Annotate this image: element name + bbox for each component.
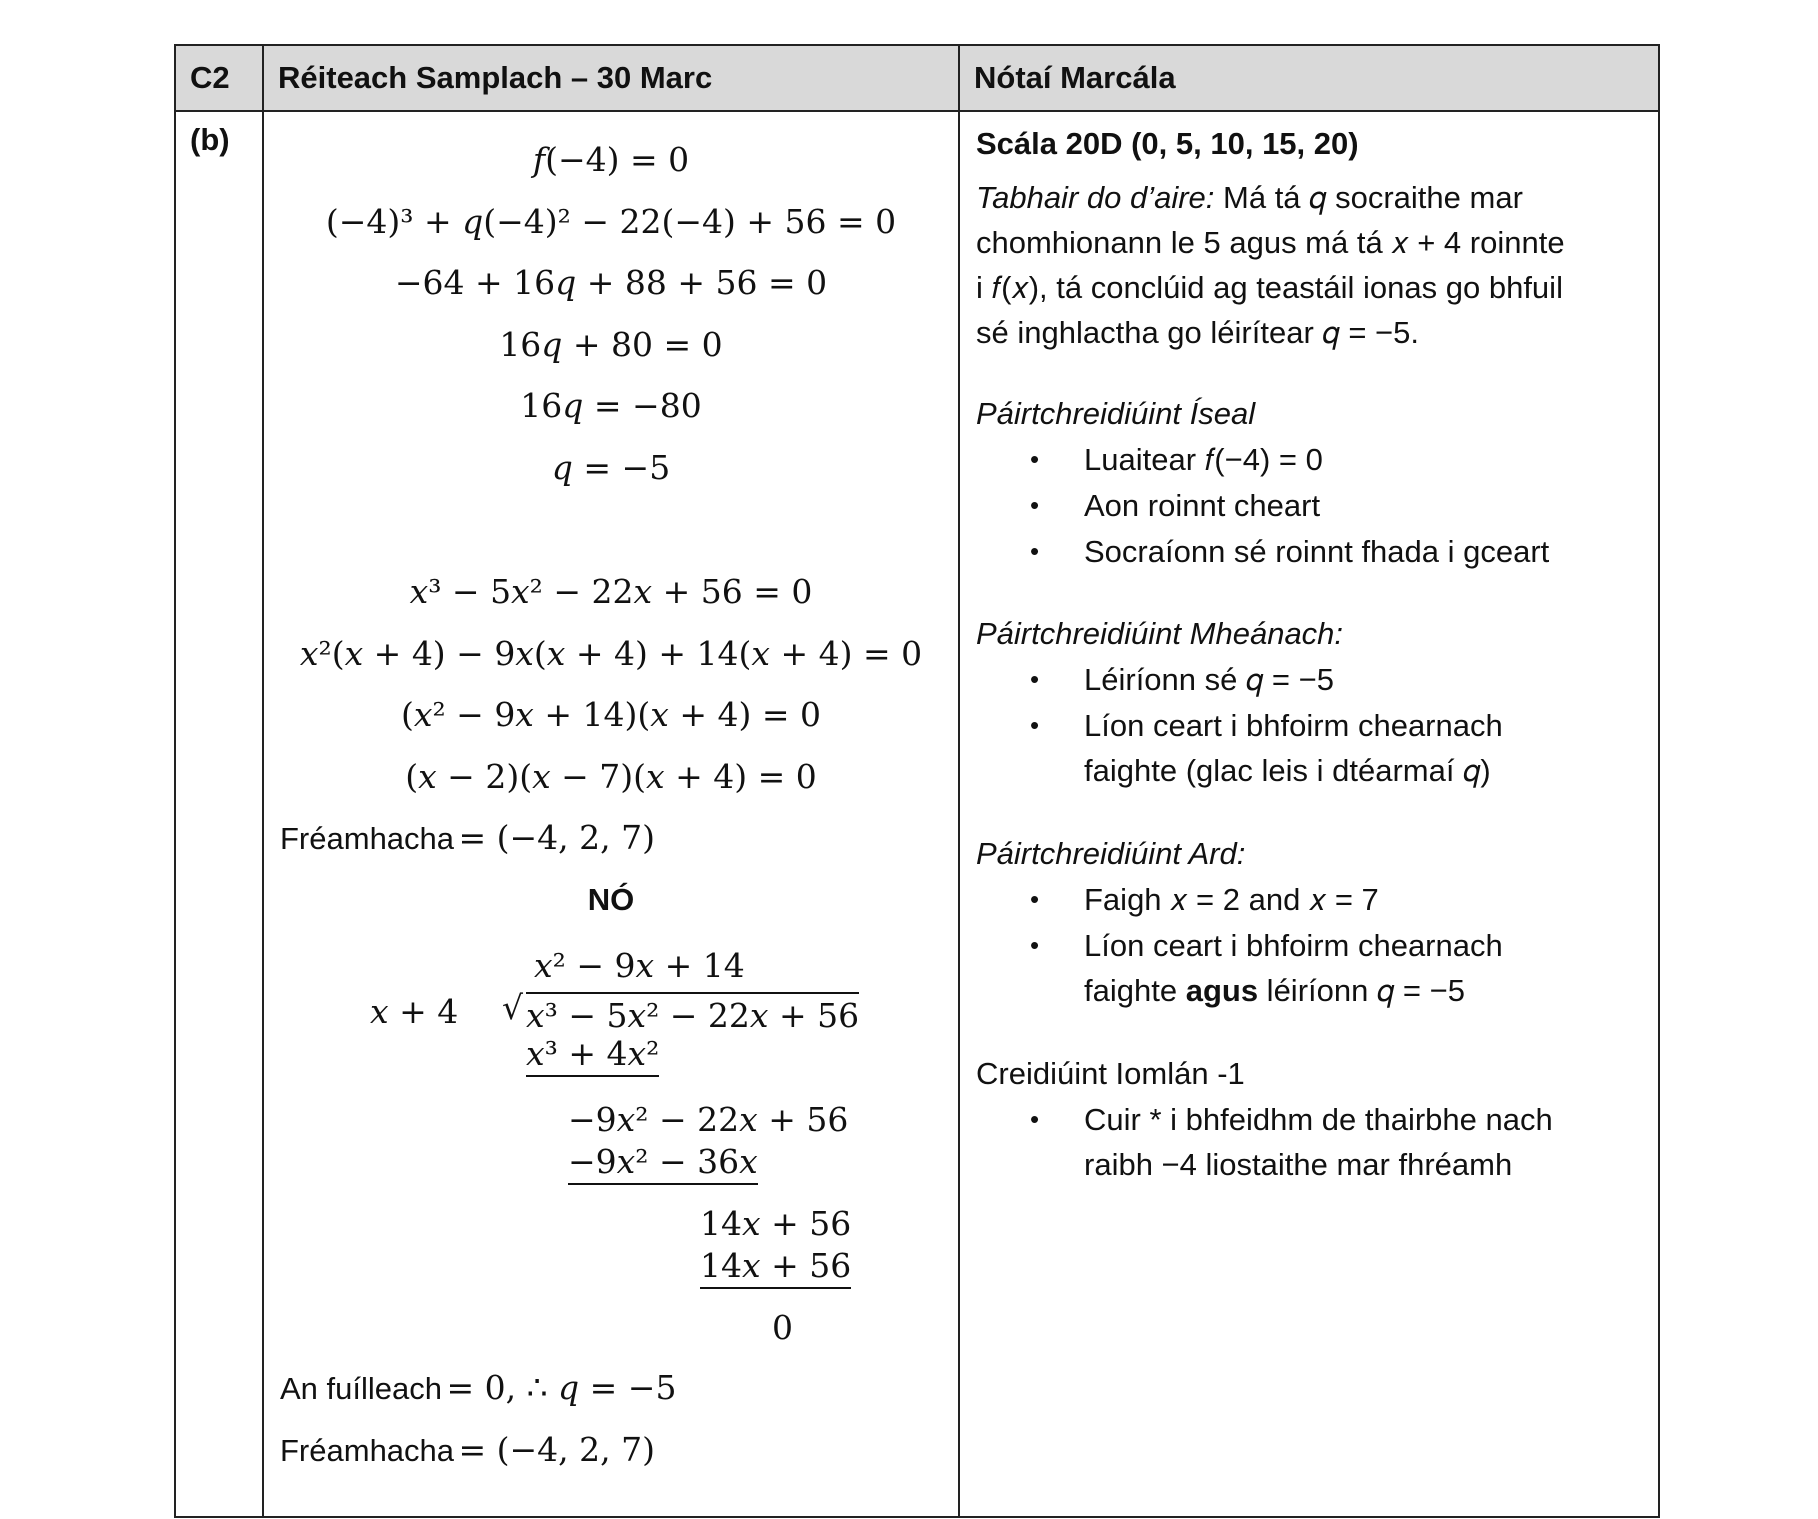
solution-line-5: 16𝑞 = −80 <box>520 386 702 425</box>
part-label: (b) <box>175 111 263 1517</box>
marking-notes-cell <box>959 111 1659 1517</box>
mid-item-2-continued: faighte (glac leis i dtéarmaí 𝑞) <box>1084 753 1491 788</box>
low-item-3: Socraíonn sé roinnt fhada i gceart <box>1084 534 1550 569</box>
roots-line-2 <box>280 1430 655 1469</box>
division-final-remainder: 0 <box>772 1308 793 1347</box>
high-item-2-continued <box>1084 973 1465 1010</box>
solution-line-9: (𝑥² − 9𝑥 + 14)(𝑥 + 4) = 0 <box>400 695 822 734</box>
attention-line-1 <box>976 180 1523 217</box>
high-item-2-pre: faighte <box>1084 973 1186 1008</box>
or-label: NÓ <box>587 882 635 917</box>
solution-line-7: 𝑥³ − 5𝑥² − 22𝑥 + 56 = 0 <box>409 572 813 611</box>
solution-line-2: (−4)³ + 𝑞(−4)² − 22(−4) + 56 = 0 <box>325 202 897 241</box>
mid-credit-title: Páirtchreidiúint Mheánach: <box>976 616 1344 651</box>
scale-title: Scála 20D (0, 5, 10, 15, 20) <box>976 126 1359 161</box>
division-step-3: 14𝑥 + 56 <box>700 1246 851 1289</box>
roots-label: Fréamhacha <box>280 821 455 856</box>
bullet: • <box>1030 884 1040 914</box>
remainder-label: An fuílleach <box>280 1371 442 1406</box>
division-radical: √ <box>502 988 524 1027</box>
full-item-1-continued: raibh −4 liostaithe mar fhréamh <box>1084 1147 1513 1182</box>
remainder-line <box>280 1368 676 1407</box>
bullet: • <box>1030 444 1040 474</box>
low-credit-title: Páirtchreidiúint Íseal <box>976 396 1256 431</box>
solution-line-8: 𝑥²(𝑥 + 4) − 9𝑥(𝑥 + 4) + 14(𝑥 + 4) = 0 <box>299 634 923 673</box>
low-item-2: Aon roinnt cheart <box>1084 488 1321 523</box>
attention-line-4: sé inghlactha go léirítear 𝑞 = −5. <box>976 315 1419 350</box>
roots-label-2: Fréamhacha <box>280 1433 455 1468</box>
division-remainder-2: 14𝑥 + 56 <box>700 1204 852 1243</box>
part-b-row <box>175 111 1659 1517</box>
bullet: • <box>1030 1104 1040 1134</box>
bullet: • <box>1030 664 1040 694</box>
division-divisor: 𝑥 + 4 <box>370 992 459 1031</box>
solution-header: Réiteach Samplach – 30 Marc <box>263 45 959 111</box>
full-item-1: Cuir * i bhfeidhm de thairbhe nach <box>1084 1102 1553 1137</box>
bullet: • <box>1030 930 1040 960</box>
header-row <box>175 45 1659 111</box>
low-item-1: Luaitear 𝑓(−4) = 0 <box>1084 442 1323 477</box>
high-item-2-post: léiríonn 𝑞 = −5 <box>1258 973 1465 1008</box>
remainder-value: = 0, ∴ 𝑞 = −5 <box>446 1368 677 1407</box>
high-item-1: Faigh 𝑥 = 2 and 𝑥 = 7 <box>1084 882 1379 917</box>
solution-line-3: −64 + 16𝑞 + 88 + 56 = 0 <box>394 263 828 302</box>
division-quotient: 𝑥² − 9𝑥 + 14 <box>534 946 745 985</box>
mid-item-1: Léiríonn sé 𝑞 = −5 <box>1084 662 1334 697</box>
attention-label: Tabhair do d’aire: <box>976 180 1215 215</box>
roots-value: = (−4, 2, 7) <box>458 818 655 857</box>
solution-line-6: 𝑞 = −5 <box>551 448 671 487</box>
high-item-2-bold: agus <box>1185 973 1259 1008</box>
solution-line-1: 𝑓(−4) = 0 <box>532 140 690 179</box>
high-credit-title: Páirtchreidiúint Ard: <box>976 836 1246 871</box>
roots-value-2: = (−4, 2, 7) <box>458 1430 655 1469</box>
full-credit-title: Creidiúint Iomlán -1 <box>976 1056 1245 1091</box>
division-step-2: −9𝑥² − 36𝑥 <box>568 1142 758 1185</box>
sample-solution-cell <box>263 111 959 1517</box>
attention-line-3: i 𝑓(𝑥), tá conclúid ag teastáil ionas go bhfuil <box>976 270 1563 305</box>
mid-item-2: Líon ceart i bhfoirm chearnach <box>1084 708 1503 743</box>
division-dividend: 𝑥³ − 5𝑥² − 22𝑥 + 56 <box>526 992 859 1035</box>
marking-scheme-table <box>174 44 1660 1518</box>
solution-line-10: (𝑥 − 2)(𝑥 − 7)(𝑥 + 4) = 0 <box>405 757 817 796</box>
attention-line-2: chomhionann le 5 agus má tá 𝑥 + 4 roinnte <box>976 225 1565 260</box>
bullet: • <box>1030 490 1040 520</box>
notes-header: Nótaí Marcála <box>959 45 1659 111</box>
division-remainder-1: −9𝑥² − 22𝑥 + 56 <box>568 1100 849 1139</box>
division-step-1: 𝑥³ + 4𝑥² <box>526 1034 659 1077</box>
high-item-2: Líon ceart i bhfoirm chearnach <box>1084 928 1503 963</box>
bullet: • <box>1030 536 1040 566</box>
solution-line-4: 16𝑞 + 80 = 0 <box>499 325 723 364</box>
question-number: C2 <box>175 45 263 111</box>
roots-line-1 <box>280 818 655 857</box>
attention-text-1: Má tá 𝑞 socraithe mar <box>1214 180 1523 215</box>
bullet: • <box>1030 710 1040 740</box>
